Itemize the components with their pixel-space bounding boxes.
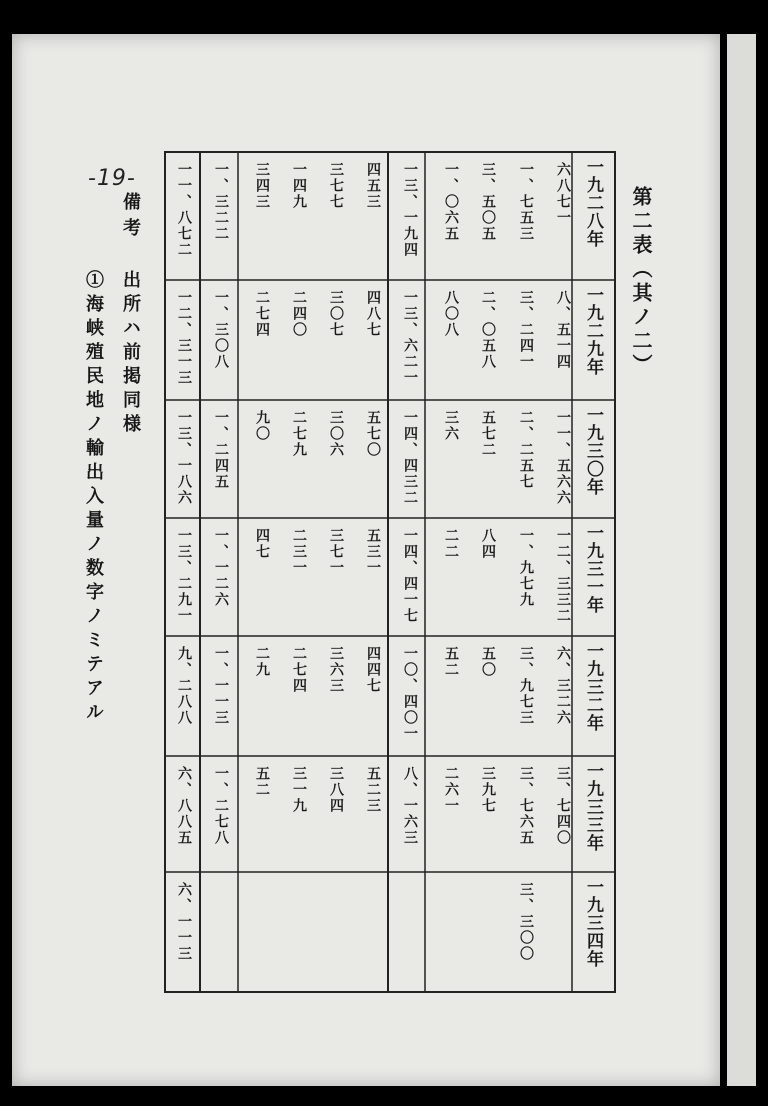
table-cell-total1: 一〇、四〇一 [402,646,418,742]
table-cell-r8: 二三一 [291,528,307,576]
table-cell-r3: 八四 [480,528,496,560]
table-cell-total3: 六、八八五 [176,766,192,846]
table-cell-total3: 九、二八八 [176,646,192,726]
table-cell-r4: 一、〇六五 [443,162,459,242]
table-cell-r9: 二九 [254,646,270,678]
table-cell-r6: 五三一 [365,528,381,576]
table-cell-r6: 四四七 [365,646,381,694]
table-cell-r2: 二、二五七 [518,410,534,490]
table-cell-r2: 一、七五三 [518,162,534,242]
table-cell-r9: 二七四 [254,290,270,338]
table-cell-r4: 二二 [443,528,459,560]
table-cell-r2: 三、二四一 [518,290,534,370]
table-cell-total2: 一、二七八 [213,766,229,846]
table-cell-r1: 六八七一 [555,162,571,226]
table-cell-r3: 三、五〇五 [480,162,496,242]
table-cell-r3: 五七二 [480,410,496,458]
table-cell-r8: 二四〇 [291,290,307,338]
table-cell-total2: 一、二四五 [213,410,229,490]
year-header: 一九二九年 [583,286,603,376]
table-cell-r1: 八、五一四 [555,290,571,370]
year-header: 一九三二年 [583,642,603,732]
table-cell-r4: 五二 [443,646,459,678]
table-cell-r7: 三七一 [328,528,344,576]
table-cell-r7: 三六三 [328,646,344,694]
table-cell-r9: 四七 [254,528,270,560]
table-cell-r6: 四八七 [365,290,381,338]
table-cell-total1: 一四、四一七 [402,528,418,624]
remarks-note: ①海峡殖民地ノ輸出入量ノ数字ノミテアル [83,270,104,726]
table-cell-r7: 三七七 [328,162,344,210]
table-cell-r7: 三〇六 [328,410,344,458]
table-cell-r8: 一四九 [291,162,307,210]
year-header: 一九三〇年 [583,406,603,496]
table-cell-r1: 一二、三三二 [555,528,571,624]
table-cell-r3: 二、〇五八 [480,290,496,370]
table-cell-r4: 二六一 [443,766,459,814]
table-cell-r2: 三、九七三 [518,646,534,726]
remarks-source: 出所ハ前掲同様 [120,270,141,438]
table-cell-r6: 五二三 [365,766,381,814]
table-cell-r1: 一一、五六六 [555,410,571,506]
table-cell-r3: 三九七 [480,766,496,814]
table-title: 第二表（其ノ二） [629,186,653,378]
year-header: 一九三四年 [583,878,603,968]
table-cell-r8: 二七九 [291,410,307,458]
table-cell-r1: 六、三二六 [555,646,571,726]
year-header: 一九二八年 [583,158,603,248]
table-cell-r9: 三四三 [254,162,270,210]
table-cell-total2: 一、一二六 [213,528,229,608]
table-cell-total3: 一二、三一三 [176,290,192,386]
table-cell-r4: 八〇八 [443,290,459,338]
table-cell-r4: 三六 [443,410,459,442]
table-cell-r3: 五〇 [480,646,496,678]
table-cell-total1: 一三、一九四 [402,162,418,258]
table-cell-total1: 八、一六三 [402,766,418,846]
table-cell-r6: 四五三 [365,162,381,210]
table-cell-total2: 一、三〇八 [213,290,229,370]
table-cell-total3: 一三、二九一 [176,528,192,624]
table-cell-r2: 一、九七九 [518,528,534,608]
table-cell-r1: 三、七四〇 [555,766,571,846]
table-cell-r6: 五七〇 [365,410,381,458]
remarks-heading: 備考 [120,192,141,244]
table-cell-r9: 九〇 [254,410,270,442]
page-number: -19- [88,166,136,191]
table-cell-r2: 三、三〇〇 [518,882,534,962]
table-cell-total2: 一、三二二 [213,162,229,242]
table-cell-r8: 二七四 [291,646,307,694]
table-cell-total2: 一、一一三 [213,646,229,726]
table-cell-total3: 一一、八七二 [176,162,192,258]
table-cell-r7: 三〇七 [328,290,344,338]
table-cell-total3: 六、一一三 [176,882,192,962]
table-cell-total3: 一三、一八六 [176,410,192,506]
year-header: 一九三三年 [583,762,603,852]
table-cell-r8: 三一九 [291,766,307,814]
table-cell-r7: 三八四 [328,766,344,814]
table-cell-total1: 一四、四三二 [402,410,418,506]
table-cell-total1: 一三、六二一 [402,290,418,386]
year-header: 一九三一年 [583,524,603,614]
table-cell-r9: 五二 [254,766,270,798]
table-cell-r2: 三、七六五 [518,766,534,846]
